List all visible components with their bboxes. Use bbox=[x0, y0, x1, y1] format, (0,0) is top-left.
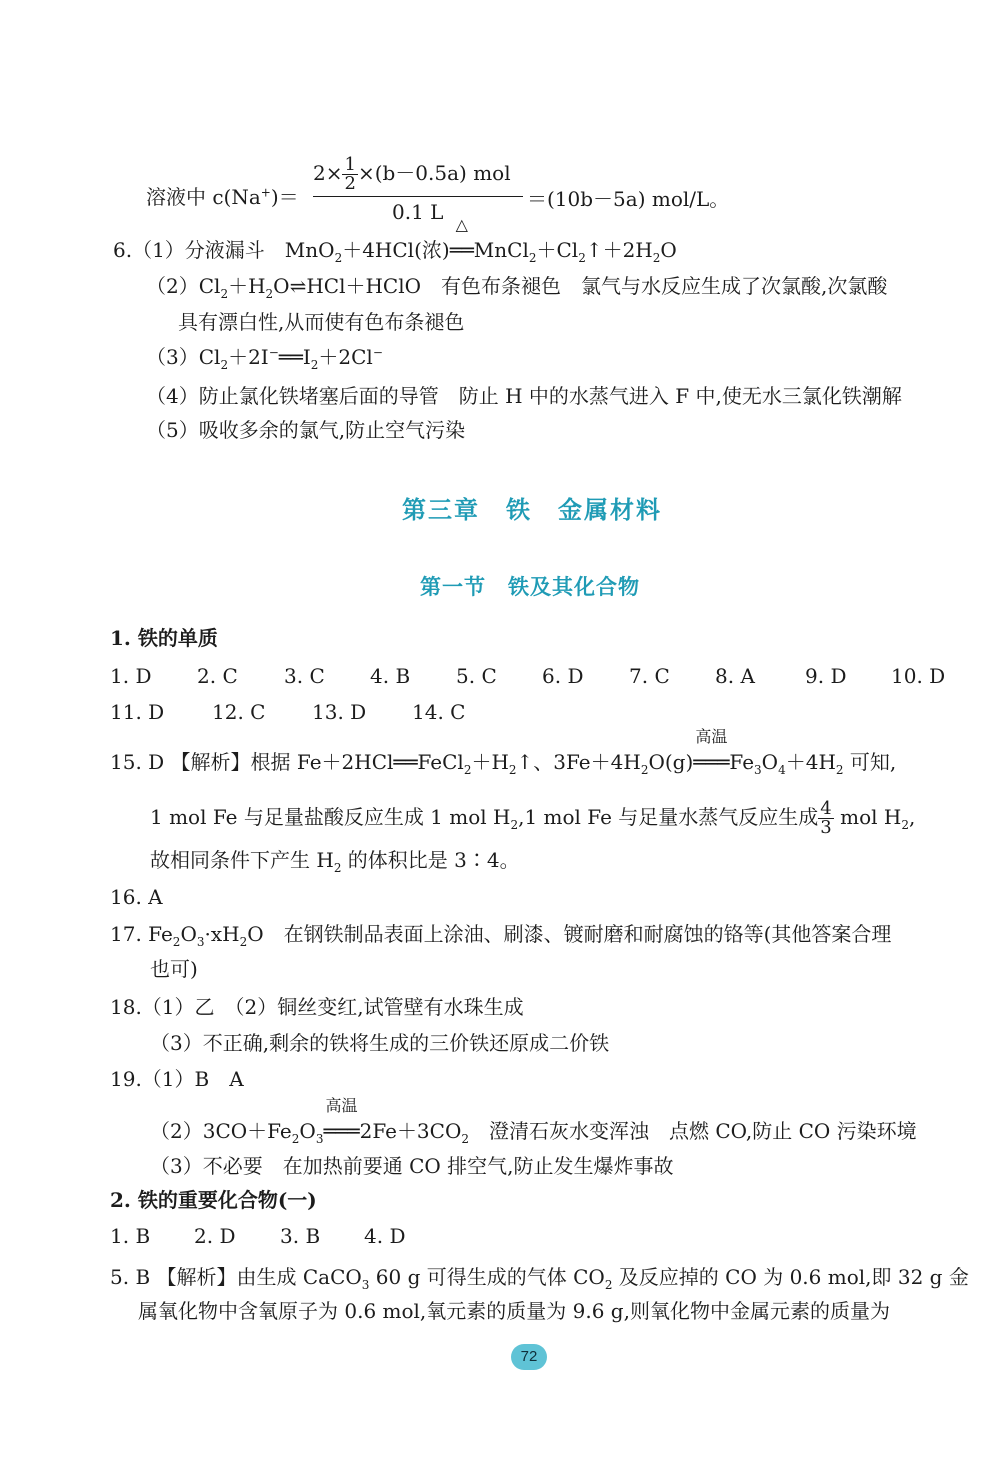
answer-item: 2. C bbox=[197, 664, 238, 688]
answer-item: 4. B bbox=[370, 664, 411, 688]
answer-item: 1. B bbox=[110, 1224, 151, 1248]
na-eq-denominator: 0.1 L bbox=[392, 200, 444, 224]
q15-line2: 1 mol Fe 与足量盐酸反应生成 1 mol $H_2,1$ mol Fe 与足量水蒸气反应生成 $\frac{4}{3}$ mol $H_2$, bbox=[150, 798, 916, 838]
answer-item: 3. B bbox=[280, 1224, 321, 1248]
q19-line2: $(2)3CO+Fe_2O_3$ 高温 $═══2Fe+3CO_2$ 澄清石灰水变浑浊 点燃 CO,防止 CO 污染环境 bbox=[150, 1096, 917, 1146]
na-eq-prefix: 溶液中 c(Na+)＝ bbox=[146, 185, 299, 209]
heat-condition: △ ══ bbox=[449, 215, 474, 262]
section-title: 第一节 铁及其化合物 bbox=[420, 574, 640, 599]
answer-item: 9. D bbox=[805, 664, 847, 688]
na-eq-result: ＝(10b－5a) mol/L。 bbox=[527, 187, 730, 211]
answer-item: 4. D bbox=[364, 1224, 406, 1248]
q5-line1: 5. B 【解析】由生成 CaCO$_3$ 60 g 可得生成的气体 $CO_2$ 及反应掉的 CO 为 0.6 mol,即 32 g 金 bbox=[110, 1265, 969, 1292]
q19-line1: 19.（1）B A bbox=[110, 1067, 244, 1091]
answer-item: 8. A bbox=[715, 664, 755, 688]
q18-line2: （3）不正确,剩余的铁将生成的三价铁还原成二价铁 bbox=[150, 1031, 610, 1055]
part1-heading: 1. 铁的单质 bbox=[110, 626, 218, 650]
q5-line2: 属氧化物中含氧原子为 0.6 mol,氧元素的质量为 9.6 g,则氧化物中金属元素的质量为 bbox=[138, 1299, 890, 1323]
page-number: 72 bbox=[511, 1344, 547, 1370]
answer-item: 1. D bbox=[110, 664, 152, 688]
q16: 16. A bbox=[110, 885, 163, 909]
answer-item: 11. D bbox=[110, 700, 165, 724]
answer-item: 14. C bbox=[412, 700, 466, 724]
q18-line1: 18.（1）乙 （2）铜丝变红,试管壁有水珠生成 bbox=[110, 995, 524, 1019]
answer-item: 6. D bbox=[542, 664, 584, 688]
answer-item: 3. C bbox=[284, 664, 325, 688]
q6-part2-cont: 具有漂白性,从而使有色布条褪色 bbox=[178, 310, 465, 334]
q19-line3: （3）不必要 在加热前要通 CO 排空气,防止发生爆炸事故 bbox=[150, 1154, 674, 1178]
q15-line1: 15. D 【解析】根据 $Fe+2HCl══FeCl_2+H_2↑$、$3Fe+4H_2O(g)$ 高温 $═══Fe_3O_4+4H_2$ 可知, bbox=[110, 727, 897, 777]
q17-line1: 17. $Fe_2O_3\cdot xH_2O$ 在钢铁制品表面上涂油、刷漆、镀耐磨和耐腐蚀的铬等(其他答案合理 bbox=[110, 922, 892, 949]
q6-part4: （4）防止氯化铁堵塞后面的导管 防止 H 中的水蒸气进入 F 中,使无水三氯化铁潮解 bbox=[146, 384, 902, 408]
q17-line2: 也可) bbox=[150, 957, 198, 981]
answer-item: 10. D bbox=[891, 664, 946, 688]
q6-part3: $(3)Cl_2+2I^-══I_2+2Cl^-$ bbox=[146, 345, 383, 372]
four-thirds-fraction: $\frac{4}{3}$ bbox=[820, 798, 832, 838]
chapter-title: 第三章 铁 金属材料 bbox=[402, 495, 662, 524]
high-temp-condition: 高温 ═══ bbox=[323, 1096, 360, 1143]
q6-part1: 6.（1）分液漏斗 MnO$_2$＋4HCl(浓) △ $══MnCl_2+Cl_2↑+2H_2O$ bbox=[113, 215, 677, 265]
answer-item: 5. C bbox=[456, 664, 497, 688]
q6-part5: （5）吸收多余的氯气,防止空气污染 bbox=[146, 418, 466, 442]
na-eq-fraction-bar bbox=[313, 196, 523, 197]
answer-item: 2. D bbox=[194, 1224, 236, 1248]
part2-heading: 2. 铁的重要化合物(一) bbox=[110, 1188, 317, 1212]
high-temp-condition: 高温 ═══ bbox=[693, 727, 730, 774]
answer-item: 13. D bbox=[312, 700, 367, 724]
q15-line3: 故相同条件下产生 $H_2$ 的体积比是 3∶4。 bbox=[150, 848, 520, 875]
answer-item: 12. C bbox=[212, 700, 266, 724]
answer-item: 7. C bbox=[629, 664, 670, 688]
q6-part2: $(2)Cl_2+H_2O\rightleftharpoons HCl+HClO$ 有色布条褪色 氯气与水反应生成了次氯酸,次氯酸 bbox=[146, 274, 888, 301]
half-fraction: $\frac{1}{2}$ bbox=[344, 154, 356, 194]
na-eq-numerator: 2× $\frac{1}{2}$ ×(b－0.5a) mol bbox=[313, 154, 511, 194]
